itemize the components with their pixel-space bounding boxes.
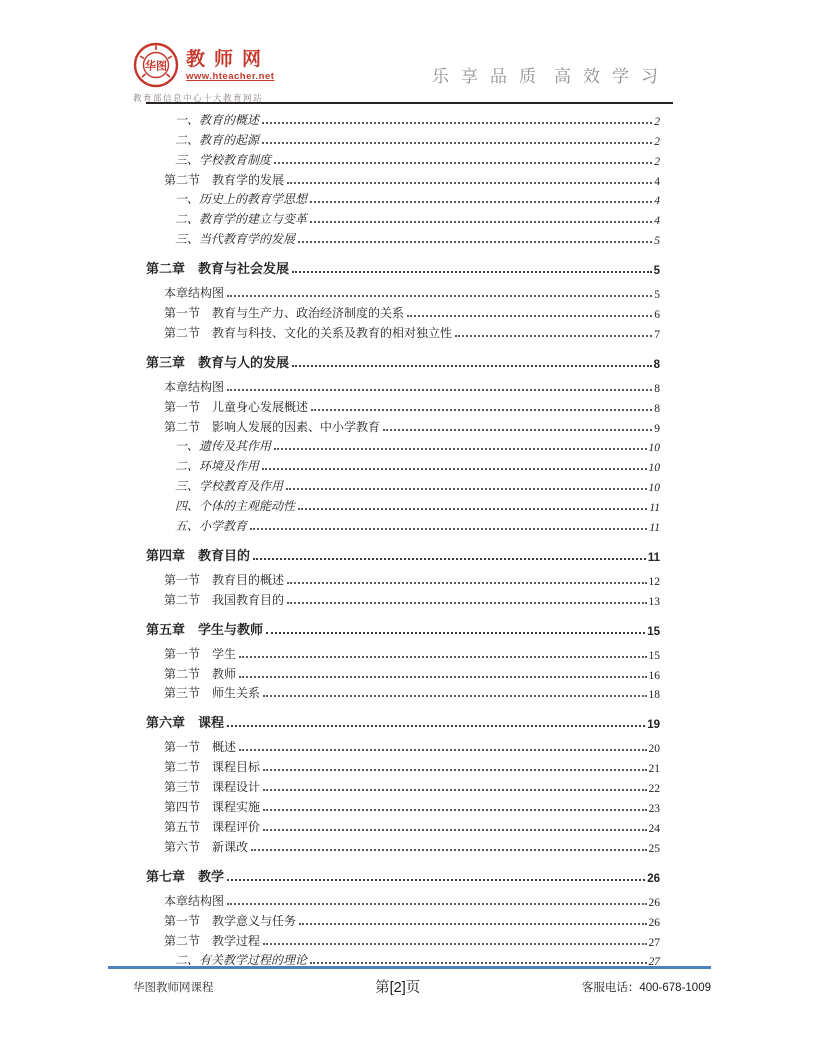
toc-entry-title: 第三章 教育与人的发展 (146, 354, 290, 370)
toc-entry-title: 第五节 课程评价 (164, 819, 261, 834)
toc-entry-title: 第二节 教育学的发展 (164, 172, 285, 187)
dot-leader (298, 508, 647, 510)
footer-page-number: 第[2]页 (375, 980, 421, 996)
toc-entry[interactable] (146, 929, 660, 949)
toc-entry-page-number: 20 (648, 743, 660, 756)
toc-entry[interactable] (146, 128, 660, 148)
slogan-part-2: 高效学习 (554, 67, 670, 86)
toc-entry[interactable] (146, 148, 660, 168)
toc-entry-page-number: 26 (647, 872, 660, 885)
toc-entry-title: 四、个体的主观能动性 (175, 499, 296, 514)
toc-list (146, 108, 660, 968)
dot-leader (227, 725, 645, 727)
toc-entry[interactable] (146, 909, 660, 929)
dot-leader (455, 335, 652, 337)
dot-leader (227, 903, 646, 905)
toc-entry[interactable] (146, 108, 660, 128)
dot-leader (274, 162, 652, 164)
toc-entry[interactable] (146, 395, 660, 415)
dot-leader (310, 221, 652, 223)
toc-entry-title: 第三节 课程设计 (164, 780, 261, 795)
toc-entry-page-number: 8 (654, 382, 660, 395)
brand-url-link[interactable]: www.hteacher.net (186, 70, 275, 82)
toc-entry[interactable] (146, 494, 660, 514)
toc-entry-page-number: 27 (648, 956, 660, 969)
dot-leader (239, 749, 646, 751)
header-divider (146, 102, 673, 104)
dot-leader (287, 182, 652, 184)
toc-entry-title: 第五章 学生与教师 (146, 621, 264, 637)
toc-entry[interactable] (146, 568, 660, 588)
toc-entry[interactable] (146, 735, 660, 755)
toc-entry-page-number: 6 (654, 309, 660, 322)
toc-entry-title: 第一节 学生 (164, 646, 237, 661)
toc-entry-page-number: 4 (654, 195, 660, 208)
toc-entry-title: 一、教育的概述 (175, 112, 260, 127)
toc-entry-page-number: 26 (648, 896, 660, 909)
toc-entry-title: 第二节 课程目标 (164, 760, 261, 775)
toc-entry-page-number: 27 (648, 936, 660, 949)
slogan-part-1: 乐享品质 (432, 67, 548, 86)
toc-entry[interactable] (146, 662, 660, 682)
toc-entry[interactable] (146, 281, 660, 301)
toc-entry[interactable] (146, 227, 660, 247)
dot-leader (407, 315, 652, 317)
toc-entry-title: 三、学校教育制度 (175, 152, 272, 167)
toc-entry-page-number: 5 (654, 289, 660, 302)
toc-entry-page-number: 2 (654, 115, 660, 128)
svg-text:华图: 华图 (145, 60, 167, 73)
footer-divider (108, 966, 711, 969)
dot-leader (266, 632, 645, 634)
toc-chapter-entry[interactable] (146, 617, 660, 638)
dot-leader (227, 389, 652, 391)
dot-leader (263, 789, 646, 791)
toc-chapter-entry[interactable] (146, 256, 660, 277)
toc-entry-page-number: 10 (648, 462, 660, 475)
toc-entry-page-number: 16 (648, 669, 660, 682)
dot-leader (262, 468, 646, 470)
toc-entry[interactable] (146, 168, 660, 188)
dot-leader (239, 656, 646, 658)
toc-entry-title: 一、历史上的教育学思想 (175, 192, 308, 207)
toc-entry-title: 第二节 教师 (164, 666, 237, 681)
toc-entry-title: 三、学校教育及作用 (175, 479, 284, 494)
dot-leader (292, 365, 652, 367)
toc-entry[interactable] (146, 775, 660, 795)
toc-entry-title: 本章结构图 (164, 893, 225, 908)
toc-entry-title: 第一节 教育目的概述 (164, 572, 285, 587)
dot-leader (274, 448, 646, 450)
dot-leader (292, 271, 652, 273)
dot-leader (227, 295, 652, 297)
toc-entry-title: 本章结构图 (164, 286, 225, 301)
dot-leader (383, 429, 652, 431)
dot-leader (287, 602, 646, 604)
toc-entry-page-number: 11 (649, 522, 660, 535)
toc-entry-title: 一、遗传及其作用 (175, 439, 272, 454)
toc-entry-title: 二、环境及作用 (175, 459, 260, 474)
toc-entry[interactable] (146, 889, 660, 909)
toc-entry-page-number: 5 (653, 265, 660, 278)
toc-entry-title: 第一节 概述 (164, 740, 237, 755)
dot-leader (310, 201, 652, 203)
toc-entry-title: 本章结构图 (164, 379, 225, 394)
toc-entry-page-number: 5 (654, 235, 660, 248)
toc-entry[interactable] (146, 815, 660, 835)
toc-entry-title: 第六节 新课改 (164, 839, 249, 854)
toc-entry-page-number: 7 (654, 328, 660, 341)
toc-entry-page-number: 11 (649, 502, 660, 515)
dot-leader (262, 142, 652, 144)
toc-entry-title: 三、当代教育学的发展 (175, 232, 296, 247)
toc-entry-title: 第二章 教育与社会发展 (146, 261, 290, 277)
toc-entry-page-number: 13 (648, 595, 660, 608)
toc-entry[interactable] (146, 795, 660, 815)
toc-entry-page-number: 8 (654, 402, 660, 415)
toc-entry-page-number: 10 (648, 442, 660, 455)
toc-entry-title: 第七章 教学 (146, 868, 225, 884)
dot-leader (263, 829, 646, 831)
dot-leader (286, 488, 646, 490)
toc-entry-title: 二、有关教学过程的理论 (175, 953, 308, 968)
toc-entry-page-number: 9 (654, 422, 660, 435)
toc-entry[interactable] (146, 415, 660, 435)
page-footer (133, 976, 711, 997)
toc-entry[interactable] (146, 835, 660, 855)
dot-leader (227, 879, 645, 881)
brand-tagline: 教育部信息中心十大教育网站 (133, 93, 264, 103)
dot-leader (262, 122, 652, 124)
toc-entry-page-number: 22 (648, 783, 660, 796)
toc-entry[interactable] (146, 514, 660, 534)
toc-entry-title: 第二节 教学过程 (164, 933, 261, 948)
toc-entry-page-number: 26 (648, 916, 660, 929)
toc-entry-page-number: 15 (647, 625, 660, 638)
toc-entry-title: 二、教育学的建立与变革 (175, 212, 308, 227)
toc-chapter-entry[interactable] (146, 543, 660, 564)
toc-entry-page-number: 23 (648, 803, 660, 816)
toc-entry-page-number: 10 (648, 482, 660, 495)
dot-leader (310, 962, 646, 964)
toc-entry-page-number: 4 (654, 215, 660, 228)
toc-entry-title: 第六章 课程 (146, 715, 225, 731)
toc-entry-page-number: 12 (648, 575, 660, 588)
dot-leader (263, 769, 646, 771)
footer-service-phone: 客服电话：400-678-1009 (581, 981, 711, 994)
dot-leader (239, 676, 646, 678)
toc-chapter-entry[interactable] (146, 350, 660, 371)
footer-course-label: 华图教师网课程 (133, 981, 214, 994)
site-logo (133, 42, 274, 104)
toc-entry[interactable] (146, 642, 660, 662)
toc-chapter-entry[interactable] (146, 710, 660, 731)
toc-entry-page-number: 11 (647, 552, 660, 565)
dot-leader (311, 409, 652, 411)
toc-entry[interactable] (146, 435, 660, 455)
toc-entry-page-number: 2 (654, 155, 660, 168)
dot-leader (299, 923, 646, 925)
toc-entry-page-number: 19 (647, 719, 660, 732)
header-slogan (432, 62, 670, 87)
toc-entry-title: 第一节 儿童身心发展概述 (164, 399, 309, 414)
toc-entry[interactable] (146, 474, 660, 494)
toc-entry[interactable] (146, 321, 660, 341)
toc-entry-title: 第二节 影响人发展的因素、中小学教育 (164, 419, 381, 434)
toc-chapter-entry[interactable] (146, 864, 660, 885)
dot-leader (298, 241, 652, 243)
toc-entry[interactable] (146, 188, 660, 208)
dot-leader (287, 582, 646, 584)
toc-entry[interactable] (146, 682, 660, 702)
toc-entry-page-number: 21 (648, 763, 660, 776)
toc-entry-title: 第二节 我国教育目的 (164, 592, 285, 607)
toc-entry-page-number: 4 (654, 175, 660, 188)
dot-leader (251, 849, 646, 851)
dot-leader (263, 809, 646, 811)
toc-entry-title: 第一节 教育与生产力、政治经济制度的关系 (164, 306, 405, 321)
toc-entry[interactable] (146, 588, 660, 608)
toc-entry-title: 二、教育的起源 (175, 132, 260, 147)
toc-entry-page-number: 8 (653, 358, 660, 371)
toc-entry-title: 第三节 师生关系 (164, 686, 261, 701)
toc-entry[interactable] (146, 755, 660, 775)
toc-entry-page-number: 15 (648, 649, 660, 662)
dot-leader (250, 528, 647, 530)
toc-entry[interactable] (146, 301, 660, 321)
toc-entry-title: 五、小学教育 (175, 519, 248, 534)
toc-entry-page-number: 2 (654, 135, 660, 148)
toc-entry-title: 第四节 课程实施 (164, 800, 261, 815)
toc-entry[interactable] (146, 375, 660, 395)
toc-entry[interactable] (146, 454, 660, 474)
dot-leader (253, 558, 646, 560)
dot-leader (263, 943, 646, 945)
toc-entry-title: 第四章 教育目的 (146, 548, 251, 564)
toc-entry[interactable] (146, 207, 660, 227)
dot-leader (263, 695, 646, 697)
brand-name: 教师网 (186, 48, 271, 70)
toc-entry-page-number: 25 (648, 842, 660, 855)
toc-entry-title: 第一节 教学意义与任务 (164, 913, 297, 928)
toc-entry-page-number: 18 (648, 689, 660, 702)
toc-entry-page-number: 24 (648, 822, 660, 835)
toc-entry-title: 第二节 教育与科技、文化的关系及教育的相对独立性 (164, 325, 453, 340)
brand-seal-icon (133, 42, 179, 88)
